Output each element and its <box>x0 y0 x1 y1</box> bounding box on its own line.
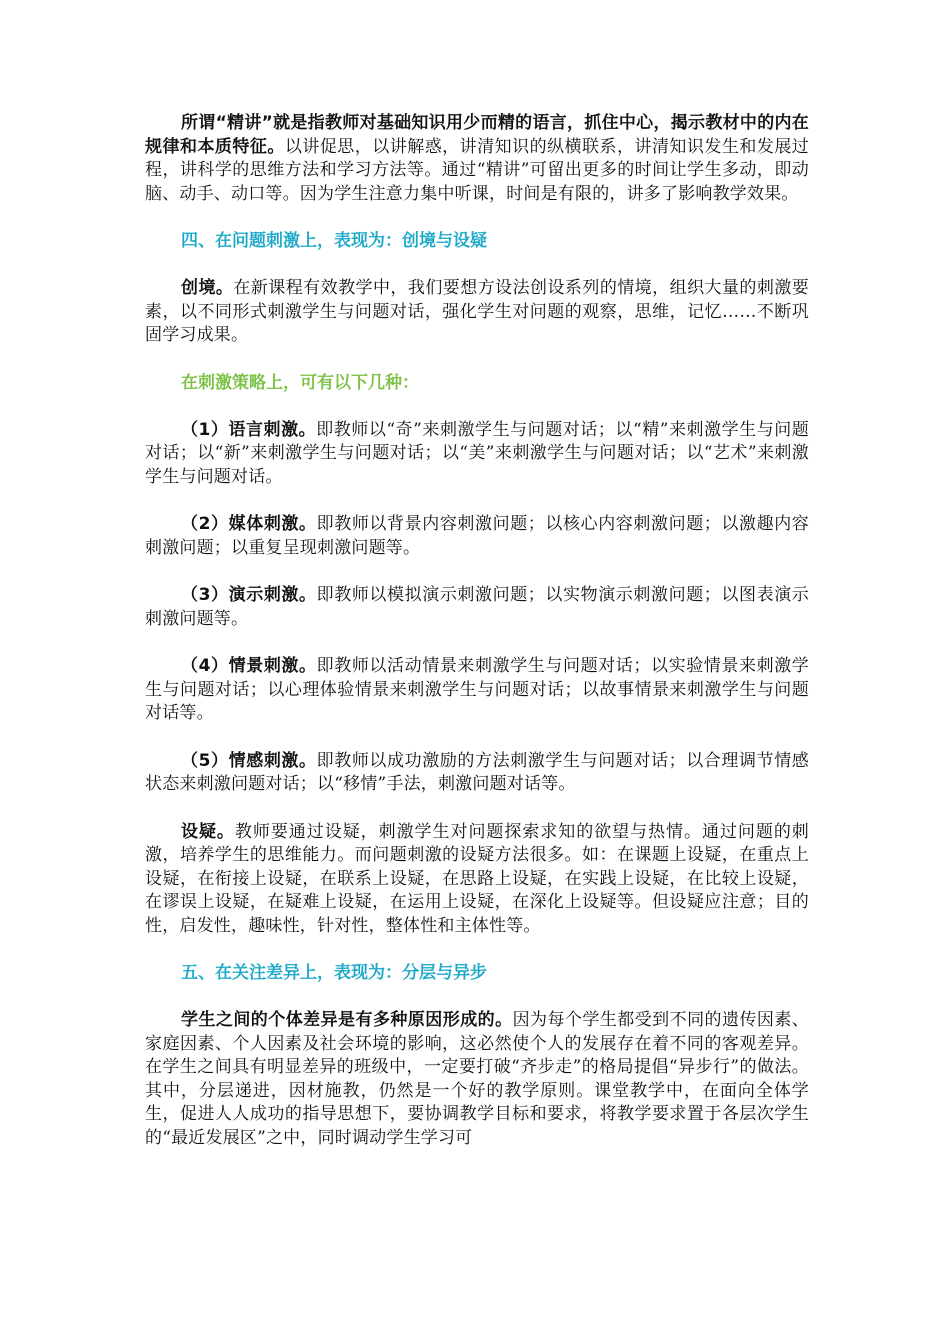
lead-text: （5）情感刺激。 <box>181 750 317 771</box>
lead-text: 学生之间的个体差异是有多种原因形成的。 <box>181 1010 513 1030</box>
body-text: 在新课程有效教学中，我们要想方设法创设系列的情境，组织大量的刺激要素，以不同形式刺激学生与问题对话，强化学生对问题的观察，思维，记忆……不断巩固学习成果。 <box>145 278 809 345</box>
lead-text: 创境。 <box>181 278 234 298</box>
document-page <box>145 112 809 1174</box>
paragraph-sheyi <box>145 821 809 939</box>
body-text: 教师要通过设疑，刺激学生对问题探索求知的欲望与热情。通过问题的刺激，培养学生的思维能力。而问题刺激的设疑方法很多。如：在课题上设疑，在重点上设疑，在衔接上设疑，在联系上设疑，在思路上设疑，在实践上设疑，在比较上设疑，在谬误上设疑，在疑难上设疑，在运用上设疑，在深化上设疑等。但设疑应注意；目的性，启发性，趣味性，针对性，整体性和主体性等。 <box>145 821 809 936</box>
paragraph-jingjiang <box>145 112 809 206</box>
strategy-heading: 在刺激策略上，可有以下几种： <box>181 372 419 393</box>
body-text: 即教师以背景内容刺激问题；以核心内容刺激问题；以激趣内容刺激问题；以重复呈现刺激问题等。 <box>145 514 809 558</box>
lead-text: （4）情景刺激。 <box>181 656 317 676</box>
lead-text: （3）演示刺激。 <box>181 585 317 605</box>
strategy-item-1 <box>145 419 809 490</box>
strategy-item-5 <box>145 750 809 797</box>
body-text: 即教师以“奇”来刺激学生与问题对话；以“精”来刺激学生与问题对话；以“新”来刺激学生与问题对话；以“美”来刺激学生与问题对话；以“艺术”来刺激学生与问题对话。 <box>145 419 809 487</box>
strategy-item-2 <box>145 513 809 560</box>
lead-text: （2）媒体刺激。 <box>181 514 317 534</box>
paragraph-chuangjing <box>145 277 809 348</box>
lead-text: 设疑。 <box>181 821 235 842</box>
body-text: 即教师以成功激励的方法刺激学生与问题对话；以合理调节情感状态来刺激问题对话；以“移情”手法，刺激问题对话等。 <box>145 750 809 794</box>
body-text: 因为每个学生都受到不同的遗传因素、家庭因素、个人因素及社会环境的影响，这必然使个人的发展存在着不同的客观差异。在学生之间具有明显差异的班级中，一定要打破“齐步走”的格局提倡“异步行”的做法。其中，分层递进，因材施教，仍然是一个好的教学原则。课堂教学中，在面向全体学生，促进人人成功的指导思想下，要协调教学目标和要求，将教学要求置于各层次学生的“最近发展区”之中，同时调动学生学习可 <box>145 1010 809 1148</box>
strategy-item-4 <box>145 655 809 726</box>
body-text: 以讲促思，以讲解惑，讲清知识的纵横联系，讲清知识发生和发展过程，讲科学的思维方法和学习方法等。通过“精讲”可留出更多的时间让学生多动，即动脑、动手、动口等。因为学生注意力集中听课，时间是有限的，讲多了影响教学效果。 <box>145 136 810 204</box>
lead-text: 所谓“精讲”就是指教师对基础知识用少而精的语言，抓住中心，揭示教材中的内在规律和本质特征。 <box>145 113 809 157</box>
section-heading-5: 五、在关注差异上，表现为：分层与异步 <box>181 963 487 983</box>
lead-text: （1）语言刺激。 <box>181 419 317 440</box>
body-text: 即教师以活动情景来刺激学生与问题对话；以实验情景来刺激学生与问题对话；以心理体验情景来刺激学生与问题对话；以故事情景来刺激学生与问题对话等。 <box>145 656 809 723</box>
body-text: 即教师以模拟演示刺激问题；以实物演示刺激问题；以图表演示刺激问题等。 <box>145 585 809 629</box>
paragraph-differences <box>145 1009 809 1150</box>
section-heading-4: 四、在问题刺激上，表现为：创境与设疑 <box>181 231 487 251</box>
strategy-item-3 <box>145 584 809 631</box>
